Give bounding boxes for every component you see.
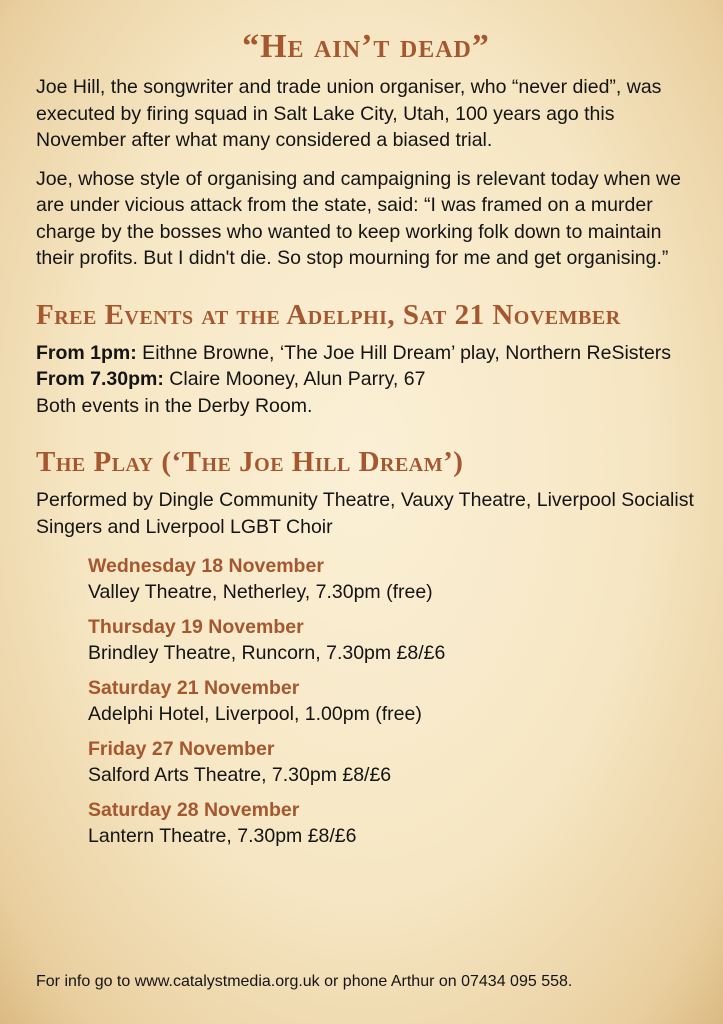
play-date-day: Saturday 21 November — [88, 677, 300, 699]
play-date-venue: Brindley Theatre, Runcorn, 7.30pm £8/£6 — [88, 642, 446, 664]
play-date-item — [88, 797, 696, 849]
play-date-item — [88, 736, 696, 788]
free-events-list — [36, 340, 696, 420]
free-event-item — [36, 366, 696, 393]
intro-paragraph-1: Joe Hill, the songwriter and trade union organiser, who “never died”, was executed by firing squad in Salt Lake City, Utah, 100 years ago this November after what many considered a biased trial. — [36, 76, 662, 151]
free-events-note: Both events in the Derby Room. — [36, 394, 313, 417]
play-date-item — [88, 675, 696, 727]
free-event-time: From 7.30pm: — [36, 368, 164, 390]
footer-info: For info go to www.catalystmedia.org.uk or phone Arthur on 07434 095 558. — [36, 973, 573, 990]
play-date-day: Thursday 19 November — [88, 616, 304, 638]
main-title: “He ain’t dead” — [242, 28, 490, 65]
play-date-item — [88, 614, 696, 666]
play-dates-list — [88, 553, 696, 849]
play-date-item — [88, 553, 696, 605]
flyer-content — [36, 28, 696, 858]
free-event-time: From 1pm: — [36, 341, 137, 364]
free-events-heading: Free Events at the Adelphi, Sat 21 November — [36, 298, 621, 331]
play-date-venue: Salford Arts Theatre, 7.30pm £8/£6 — [88, 764, 392, 786]
play-date-day: Wednesday 18 November — [88, 555, 324, 577]
play-heading: The Play (‘The Joe Hill Dream’) — [36, 446, 464, 478]
play-date-day: Friday 27 November — [88, 738, 275, 760]
intro-paragraph-2: Joe, whose style of organising and campaigning is relevant today when we are under vicious attack from the state, said: “I was framed on a murder charge by the bosses who wanted to keep working folk down to maintain their profits. But I didn't die. So stop mourning for me and get organising.” — [36, 167, 681, 269]
play-performers: Performed by Dingle Community Theatre, Vauxy Theatre, Liverpool Socialist Singers and Liverpool LGBT Choir — [36, 489, 694, 538]
free-event-item — [36, 340, 696, 367]
play-date-day: Saturday 28 November — [88, 799, 300, 821]
play-date-venue: Adelphi Hotel, Liverpool, 1.00pm (free) — [88, 703, 422, 725]
play-date-venue: Valley Theatre, Netherley, 7.30pm (free) — [88, 581, 433, 603]
free-event-details: Eithne Browne, ‘The Joe Hill Dream’ play, Northern ReSisters — [136, 341, 672, 364]
free-event-details: Claire Mooney, Alun Parry, 67 — [163, 368, 426, 390]
play-date-venue: Lantern Theatre, 7.30pm £8/£6 — [88, 825, 357, 847]
